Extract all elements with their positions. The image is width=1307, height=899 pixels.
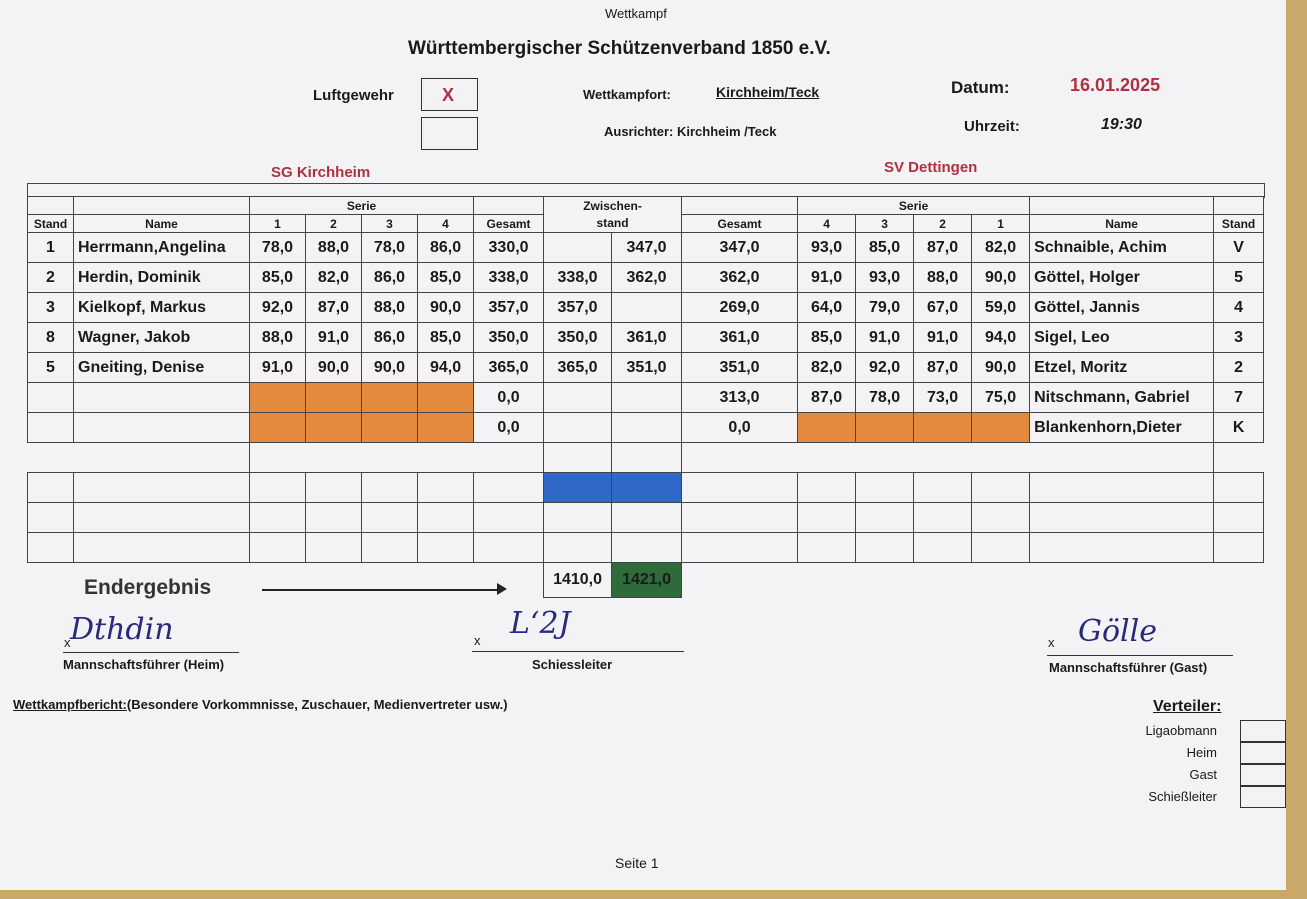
guest-serie-2-cell: [914, 413, 972, 443]
guest-serie-1-cell: 90,0: [972, 263, 1030, 293]
guest-serie-header: Serie: [798, 197, 1030, 215]
zwischen-guest-cell: 351,0: [612, 353, 682, 383]
home-serie-2-cell: [306, 413, 362, 443]
guest-stand-cell: 2: [1214, 353, 1264, 383]
guest-serie-1-cell: 94,0: [972, 323, 1030, 353]
guest-gesamt-cell: 0,0: [682, 413, 798, 443]
guest-stand-cell: V: [1214, 233, 1264, 263]
guest-serie-2-cell: 91,0: [914, 323, 972, 353]
empty-row: [28, 503, 1264, 533]
guest-signature-icon: Gölle: [1078, 614, 1157, 649]
home-gesamt-cell: 357,0: [474, 293, 544, 323]
home-name-cell: Herrmann,Angelina: [74, 233, 250, 263]
home-stand-cell: 8: [28, 323, 74, 353]
guest-gesamt-cell: 361,0: [682, 323, 798, 353]
guest-serie-2-cell: 67,0: [914, 293, 972, 323]
guest-gesamt-cell: 269,0: [682, 293, 798, 323]
home-name-cell: Wagner, Jakob: [74, 323, 250, 353]
table-row: [28, 413, 1264, 443]
home-gesamt-cell: 330,0: [474, 233, 544, 263]
guest-serie-4-cell: [798, 413, 856, 443]
guest-serie-3-cell: 78,0: [856, 383, 914, 413]
zwischen-guest-cell: [612, 413, 682, 443]
home-name-cell: Herdin, Dominik: [74, 263, 250, 293]
guest-stand-cell: 5: [1214, 263, 1264, 293]
home-serie-1-cell: 91,0: [250, 353, 306, 383]
home-serie-4-cell: 85,0: [418, 263, 474, 293]
home-serie-2-header: 2: [306, 215, 362, 233]
home-gesamt-header: Gesamt: [474, 215, 544, 233]
sig-x-referee: x: [474, 633, 481, 648]
verteiler-item-label: Gast: [1189, 767, 1217, 782]
empty-row: [28, 473, 1264, 503]
home-serie-2-cell: [306, 383, 362, 413]
zwischen-home-cell: [544, 383, 612, 413]
zwischen-guest-cell: [612, 383, 682, 413]
home-gesamt-cell: 365,0: [474, 353, 544, 383]
sig-x-home: x: [64, 635, 71, 650]
guest-serie-3-cell: 79,0: [856, 293, 914, 323]
wettkampfort-label: Wettkampfort:: [583, 87, 671, 102]
guest-serie-2-cell: 87,0: [914, 233, 972, 263]
home-name-header: Name: [74, 215, 250, 233]
home-stand-cell: 3: [28, 293, 74, 323]
home-serie-1-cell: 88,0: [250, 323, 306, 353]
home-serie-3-header: 3: [362, 215, 418, 233]
home-signature-icon: Dthdin: [70, 612, 174, 647]
page-number: Seite 1: [615, 855, 659, 871]
home-gesamt-cell: 338,0: [474, 263, 544, 293]
guest-name-cell: Etzel, Moritz: [1030, 353, 1214, 383]
guest-serie-3-cell: 91,0: [856, 323, 914, 353]
guest-name-cell: Sigel, Leo: [1030, 323, 1214, 353]
guest-serie-4-cell: 93,0: [798, 233, 856, 263]
home-serie-2-cell: 91,0: [306, 323, 362, 353]
guest-serie-2-cell: 73,0: [914, 383, 972, 413]
guest-serie-1-cell: 75,0: [972, 383, 1030, 413]
zwischen-home-cell: 357,0: [544, 293, 612, 323]
datum-value: 16.01.2025: [1070, 75, 1161, 95]
guest-serie-2-header: 2: [914, 215, 972, 233]
guest-gesamt-cell: 313,0: [682, 383, 798, 413]
uhrzeit-label: Uhrzeit:: [964, 118, 1020, 135]
home-stand-cell: [28, 413, 74, 443]
home-serie-3-cell: 86,0: [362, 323, 418, 353]
zwischen-home-cell: [544, 413, 612, 443]
guest-name-cell: Göttel, Jannis: [1030, 293, 1214, 323]
referee-signature-icon: Lʻ2J: [510, 606, 571, 641]
luftgewehr-checkbox[interactable]: [421, 78, 478, 111]
home-serie-1-cell: 85,0: [250, 263, 306, 293]
home-serie-1-cell: [250, 413, 306, 443]
guest-team: SV Dettingen: [884, 159, 978, 176]
datum-label: Datum:: [951, 78, 1010, 97]
guest-serie-4-cell: 82,0: [798, 353, 856, 383]
home-stand-cell: [28, 383, 74, 413]
luftgewehr-label: Luftgewehr: [313, 87, 394, 104]
home-serie-1-cell: 78,0: [250, 233, 306, 263]
referee-role-label: Schiessleiter: [532, 657, 613, 672]
verteiler-item-label: Ligaobmann: [1145, 723, 1217, 738]
home-serie-3-cell: 88,0: [362, 293, 418, 323]
guest-name-cell: Schnaible, Achim: [1030, 233, 1214, 263]
endergebnis-label: Endergebnis: [84, 576, 212, 599]
home-stand-cell: 5: [28, 353, 74, 383]
home-serie-1-cell: [250, 383, 306, 413]
guest-serie-4-cell: 85,0: [798, 323, 856, 353]
report-line: [13, 697, 508, 712]
zwischen-home-cell: 350,0: [544, 323, 612, 353]
zwischen-home-cell: 338,0: [544, 263, 612, 293]
guest-gesamt-cell: 362,0: [682, 263, 798, 293]
guest-serie-3-cell: 85,0: [856, 233, 914, 263]
guest-name-cell: Nitschmann, Gabriel: [1030, 383, 1214, 413]
blue-cell: [612, 473, 682, 503]
verteiler-item-label: Schießleiter: [1148, 789, 1217, 804]
home-total: 1410,0: [544, 563, 612, 598]
checkbox-mark: X: [442, 85, 455, 105]
guest-name-header: Name: [1030, 215, 1214, 233]
home-serie-4-cell: 86,0: [418, 233, 474, 263]
home-gesamt-cell: 0,0: [474, 413, 544, 443]
guest-serie-4-cell: 91,0: [798, 263, 856, 293]
ausrichter: Ausrichter: Kirchheim /Teck: [604, 124, 777, 139]
guest-gesamt-cell: 351,0: [682, 353, 798, 383]
home-serie-4-cell: [418, 383, 474, 413]
home-serie-2-cell: 82,0: [306, 263, 362, 293]
home-role-label: Mannschaftsführer (Heim): [63, 657, 225, 672]
guest-serie-3-cell: 92,0: [856, 353, 914, 383]
guest-serie-4-cell: 87,0: [798, 383, 856, 413]
home-serie-2-cell: 88,0: [306, 233, 362, 263]
blue-cell: [544, 473, 612, 503]
guest-role-label: Mannschaftsführer (Gast): [1049, 660, 1208, 675]
result-arrow-line: [262, 589, 502, 591]
guest-gesamt-header: Gesamt: [682, 215, 798, 233]
home-stand-cell: 1: [28, 233, 74, 263]
table-row: [28, 233, 1264, 263]
home-signature-line[interactable]: [63, 652, 239, 653]
verteiler-title: Verteiler:: [1153, 698, 1222, 715]
home-name-cell: Kielkopf, Markus: [74, 293, 250, 323]
home-serie-3-cell: 90,0: [362, 353, 418, 383]
guest-stand-cell: 3: [1214, 323, 1264, 353]
zwischen-header: Zwischen-: [544, 197, 682, 215]
guest-serie-1-cell: 59,0: [972, 293, 1030, 323]
guest-serie-1-cell: [972, 413, 1030, 443]
uhrzeit-value: 19:30: [1101, 116, 1142, 133]
form-caption: Wettkampf: [605, 6, 667, 21]
home-serie-2-cell: 87,0: [306, 293, 362, 323]
table-row: [28, 323, 1264, 353]
verteiler-checkbox[interactable]: [1240, 786, 1286, 808]
score-table: [27, 196, 1264, 598]
zwischen-guest-cell: [612, 293, 682, 323]
zwischen-home-cell: [544, 233, 612, 263]
home-gesamt-cell: 350,0: [474, 323, 544, 353]
guest-serie-4-header: 4: [798, 215, 856, 233]
guest-serie-2-cell: 87,0: [914, 353, 972, 383]
report-text: (Besondere Vorkommnisse, Zuschauer, Medienvertreter usw.): [126, 697, 508, 712]
guest-total: 1421,0: [612, 563, 682, 598]
guest-signature-line[interactable]: [1047, 655, 1233, 656]
table-row: [28, 263, 1264, 293]
home-stand-header: Stand: [28, 215, 74, 233]
home-serie-2-cell: 90,0: [306, 353, 362, 383]
zwischen-guest-cell: 362,0: [612, 263, 682, 293]
empty-checkbox[interactable]: [421, 117, 478, 150]
wettkampfort-value: Kirchheim/Teck: [716, 84, 820, 100]
home-serie-3-cell: 86,0: [362, 263, 418, 293]
guest-stand-header: Stand: [1214, 215, 1264, 233]
home-serie-header: Serie: [250, 197, 474, 215]
referee-signature-line[interactable]: [472, 651, 684, 652]
verteiler-checkbox[interactable]: [1240, 742, 1286, 764]
home-name-cell: [74, 413, 250, 443]
home-serie-3-cell: 78,0: [362, 233, 418, 263]
zwischen-guest-cell: 347,0: [612, 233, 682, 263]
federation-title: Württembergischer Schützenverband 1850 e.V.: [408, 38, 831, 59]
home-serie-4-cell: 85,0: [418, 323, 474, 353]
guest-serie-1-cell: 90,0: [972, 353, 1030, 383]
zwischen-home-cell: 365,0: [544, 353, 612, 383]
home-gesamt-cell: 0,0: [474, 383, 544, 413]
empty-row: [28, 533, 1264, 563]
home-serie-4-cell: 90,0: [418, 293, 474, 323]
guest-stand-cell: 4: [1214, 293, 1264, 323]
guest-serie-1-cell: 82,0: [972, 233, 1030, 263]
verteiler-item-label: Heim: [1186, 745, 1217, 760]
home-serie-3-cell: [362, 383, 418, 413]
sig-x-guest: x: [1048, 635, 1055, 650]
guest-serie-2-cell: 88,0: [914, 263, 972, 293]
home-serie-4-header: 4: [418, 215, 474, 233]
guest-name-cell: Blankenhorn,Dieter: [1030, 413, 1214, 443]
table-row: [28, 383, 1264, 413]
guest-serie-4-cell: 64,0: [798, 293, 856, 323]
home-serie-1-cell: 92,0: [250, 293, 306, 323]
home-team: SG Kirchheim: [271, 164, 371, 181]
table-row: [28, 353, 1264, 383]
report-label: Wettkampfbericht:: [13, 697, 127, 712]
guest-gesamt-cell: 347,0: [682, 233, 798, 263]
guest-serie-3-header: 3: [856, 215, 914, 233]
guest-serie-1-header: 1: [972, 215, 1030, 233]
home-name-cell: Gneiting, Denise: [74, 353, 250, 383]
guest-stand-cell: K: [1214, 413, 1264, 443]
stand-header: stand: [544, 215, 682, 233]
guest-serie-3-cell: 93,0: [856, 263, 914, 293]
home-serie-1-header: 1: [250, 215, 306, 233]
home-serie-3-cell: [362, 413, 418, 443]
table-row: [28, 293, 1264, 323]
guest-serie-3-cell: [856, 413, 914, 443]
home-stand-cell: 2: [28, 263, 74, 293]
home-name-cell: [74, 383, 250, 413]
home-serie-4-cell: 94,0: [418, 353, 474, 383]
verteiler-checkbox[interactable]: [1240, 764, 1286, 786]
verteiler-checkbox[interactable]: [1240, 720, 1286, 742]
arrow-head-icon: [497, 583, 507, 595]
home-serie-4-cell: [418, 413, 474, 443]
guest-stand-cell: 7: [1214, 383, 1264, 413]
zwischen-guest-cell: 361,0: [612, 323, 682, 353]
guest-name-cell: Göttel, Holger: [1030, 263, 1214, 293]
